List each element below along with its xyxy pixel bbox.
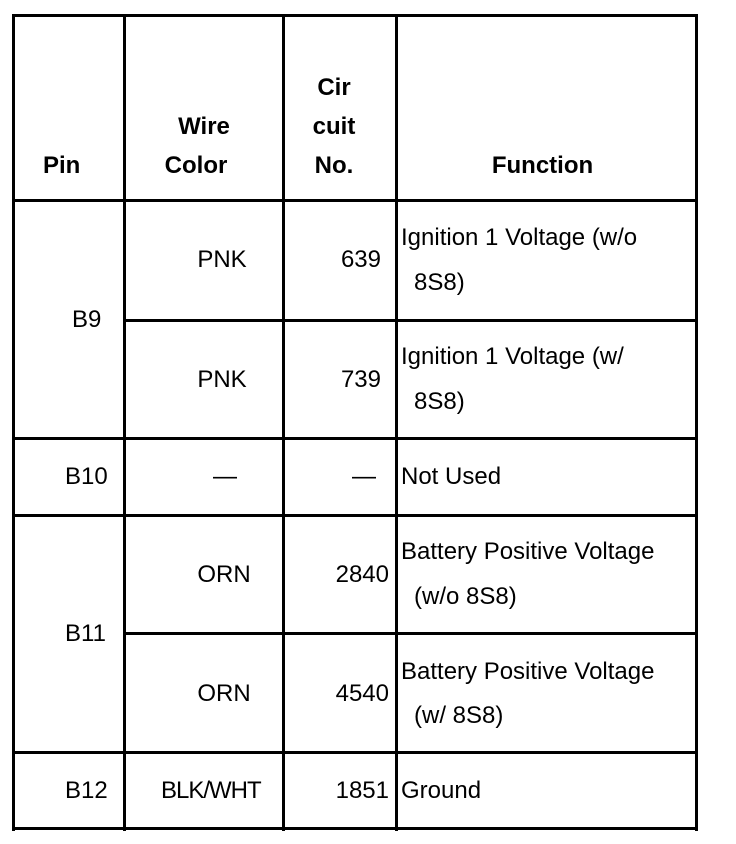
function-cell: Ignition 1 Voltage (w/o	[401, 224, 638, 251]
header-circuit-line1: Cir	[317, 74, 351, 101]
function-cell: Ground	[401, 777, 482, 804]
circuit-cell: 4540	[335, 680, 389, 707]
grid-line	[395, 14, 398, 831]
grid-line	[12, 437, 698, 440]
header-circuit-line2: cuit	[312, 113, 356, 140]
circuit-cell: 2840	[335, 561, 389, 588]
function-cell: (w/ 8S8)	[414, 702, 504, 729]
function-cell: Battery Positive Voltage	[401, 658, 655, 685]
circuit-cell: 639	[340, 246, 381, 273]
function-cell: Not Used	[401, 463, 502, 490]
grid-line	[12, 14, 15, 831]
grid-line	[695, 14, 698, 831]
wire-color-cell: ORN	[197, 561, 251, 588]
wire-color-cell: —	[213, 463, 237, 490]
pin-cell: B10	[65, 463, 108, 490]
wire-color-cell: PNK	[197, 366, 247, 393]
pin-cell: B12	[65, 777, 108, 804]
header-wire-color-line1: Wire	[178, 113, 230, 140]
grid-line	[123, 319, 698, 322]
header-function: Function	[491, 152, 594, 179]
grid-line	[12, 199, 698, 202]
header-pin: Pin	[43, 152, 81, 179]
grid-line	[123, 632, 698, 635]
function-cell: Ignition 1 Voltage (w/	[401, 343, 624, 370]
circuit-cell: 739	[340, 366, 381, 393]
pin-cell: B9	[72, 306, 102, 333]
function-cell: 8S8)	[414, 388, 465, 415]
circuit-cell: 1851	[335, 777, 389, 804]
header-circuit-line3: No.	[314, 152, 354, 179]
circuit-cell: —	[352, 463, 376, 490]
function-cell: Battery Positive Voltage	[401, 538, 655, 565]
grid-line	[12, 751, 698, 754]
pin-cell: B11	[65, 620, 106, 647]
grid-line	[12, 514, 698, 517]
grid-line	[12, 827, 698, 830]
wire-color-cell: ORN	[197, 680, 251, 707]
grid-line	[12, 14, 698, 17]
header-wire-color-line2: Color	[164, 152, 228, 179]
wire-color-cell: PNK	[197, 246, 247, 273]
wire-color-cell: BLK/WHT	[161, 777, 261, 804]
function-cell: 8S8)	[414, 269, 465, 296]
function-cell: (w/o 8S8)	[414, 583, 517, 610]
